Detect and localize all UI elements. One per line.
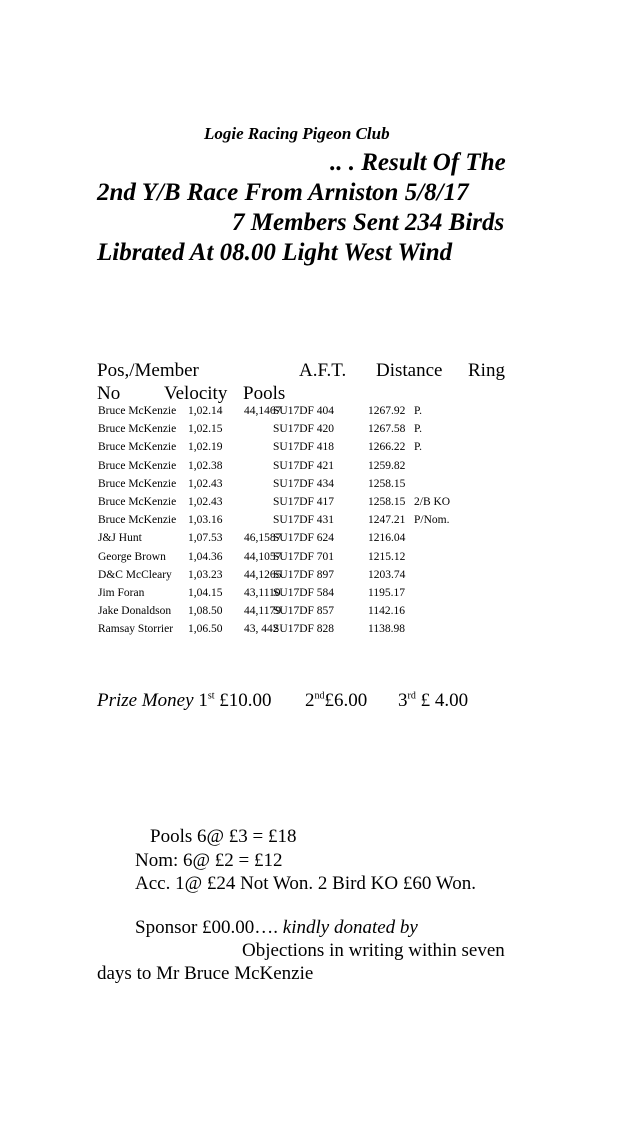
row-time: 1,02.15 [188,423,223,436]
row-time: 1,06.50 [188,623,223,636]
row-name: Bruce McKenzie [98,405,177,417]
column-header-pools: Pools [243,383,286,404]
row-ring: SU17DF 431 [273,514,335,527]
row-pools: 43, 442 [244,623,279,636]
result-heading-line2: 2nd Y/B Race From Arniston 5/8/17 [97,179,469,206]
row-time: 1,04.15 [188,587,223,599]
result-heading-line1: .. . Result Of The [330,149,506,176]
column-header-distance: Distance [376,360,443,381]
sponsor-line: Sponsor £00.00…. kindly donated by [135,917,418,938]
pools-summary: Pools 6@ £3 = £18 [150,826,297,847]
acc-summary: Acc. 1@ £24 Not Won. 2 Bird KO £60 Won. [135,873,476,894]
row-name: Bruce McKenzie [98,477,177,490]
row-time: 1,08.50 [188,605,223,618]
row-ring: SU17DF 417 [273,496,335,508]
prize-third-place: 3rd £ 4.00 [398,690,469,711]
row-ring: SU17DF 421 [273,459,335,472]
prize-money-label: Prize Money [97,690,194,711]
row-name: Bruce McKenzie [98,459,177,472]
row-ring: SU17DF 418 [273,441,335,454]
row-note: P/Nom. [414,514,450,527]
row-note: P. [414,423,422,436]
row-pools: 46,1587 [244,532,282,545]
row-velocity: 1138.98 [368,623,405,636]
row-time: 1,02.14 [188,405,223,417]
row-ring: SU17DF 624 [273,532,335,545]
nom-summary: Nom: 6@ £2 = £12 [135,850,283,871]
row-time: 1,07.53 [188,532,223,545]
result-heading-line4: Librated At 08.00 Light West Wind [97,239,453,266]
objections-line1: Objections in writing within seven [242,940,505,961]
column-header-velocity: Velocity [164,383,228,404]
column-header-aft: A.F.T. [299,360,347,381]
row-velocity: 1259.82 [368,459,406,472]
row-time: 1,02.43 [188,496,223,508]
row-velocity: 1203.74 [368,568,406,581]
row-velocity: 1142.16 [368,605,405,618]
row-name: Ramsay Storrier [98,623,174,636]
row-note: P. [414,405,422,417]
row-velocity: 1258.15 [368,477,406,490]
row-time: 1,02.38 [188,459,223,472]
result-heading-line3: 7 Members Sent 234 Birds [232,209,505,236]
row-time: 1,02.19 [188,441,223,454]
row-name: Bruce McKenzie [98,514,177,527]
row-ring: SU17DF 404 [273,405,335,417]
row-pools: 44,1265 [244,568,282,581]
row-name: Bruce McKenzie [98,441,177,454]
row-ring: SU17DF 420 [273,423,335,436]
row-name: D&C McCleary [98,568,172,581]
row-name: J&J Hunt [98,532,142,545]
row-time: 1,03.16 [188,514,223,527]
row-velocity: 1247.21 [368,514,406,527]
row-time: 1,04.36 [188,550,223,563]
row-time: 1,02.43 [188,477,223,490]
row-velocity: 1258.15 [368,496,406,508]
prize-second-place: 2nd£6.00 [305,690,368,711]
prize-money [97,690,271,712]
row-name: Bruce McKenzie [98,496,177,508]
column-header-ring: Ring [468,360,505,381]
row-ring: SU17DF 434 [273,477,335,490]
row-note: 2/B KO [414,496,451,508]
row-name: George Brown [98,550,166,563]
club-title: Logie Racing Pigeon Club [204,124,390,143]
row-name: Bruce McKenzie [98,423,177,436]
row-velocity: 1215.12 [368,550,406,563]
row-name: Jake Donaldson [98,605,172,618]
row-ring: SU17DF 584 [273,587,335,599]
column-header-no: No [97,383,121,404]
row-pools: 43,1110 [244,587,281,599]
row-velocity: 1267.58 [368,423,406,436]
row-ring: SU17DF 701 [273,550,335,563]
row-name: Jim Foran [98,587,145,599]
row-pools: 44,1057 [244,550,282,563]
row-ring: SU17DF 857 [273,605,335,618]
row-pools: 44,1179 [244,605,281,618]
row-ring: SU17DF 897 [273,568,335,581]
row-time: 1,03.23 [188,568,223,581]
column-header-pos-member: Pos,/Member [97,360,199,381]
row-note: P. [414,441,422,454]
row-velocity: 1195.17 [368,587,405,599]
prize-first-place: 1st £10.00 [198,690,272,711]
objections-line2: days to Mr Bruce McKenzie [97,963,314,984]
row-velocity: 1266.22 [368,441,406,454]
row-ring: SU17DF 828 [273,623,335,636]
row-pools: 44,1467 [244,405,282,417]
row-velocity: 1216.04 [368,532,406,545]
row-velocity: 1267.92 [368,405,406,417]
